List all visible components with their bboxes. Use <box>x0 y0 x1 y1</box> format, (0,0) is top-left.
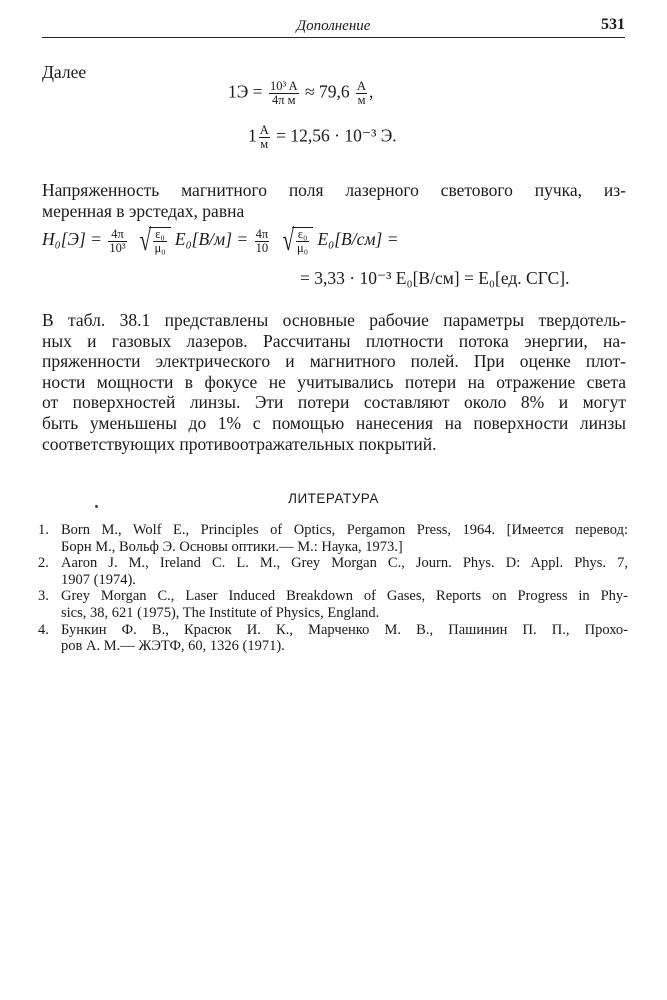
eq2-unit-den: м <box>260 137 269 151</box>
reference-item <box>38 522 628 555</box>
eq3-e1: E₀[В/м] = <box>174 229 249 250</box>
para2-line: В табл. 38.1 представлены основные рабочие параметры твердотель- <box>42 310 626 330</box>
header-rule <box>42 37 625 38</box>
eq3-root2-frac <box>296 228 309 255</box>
eq1-fraction <box>269 80 299 107</box>
eq3-coef2-den: 10 <box>255 240 269 255</box>
sqrt-icon: √ <box>282 224 294 257</box>
reference-number: 3. <box>38 588 49 605</box>
eq1-num: 10³ A <box>269 79 298 93</box>
eq2-rhs: = 12,56 · 10⁻³ Э. <box>276 125 397 146</box>
page-number: 531 <box>601 16 625 33</box>
equation-2 <box>248 124 397 151</box>
eq3-coef2 <box>255 228 270 255</box>
reference-line: Grey Morgan C., Laser Induced Breakdown of Gases, Reports on Progress in Phy- <box>61 588 628 605</box>
eq3-root1 <box>149 227 170 255</box>
eq3-e2: E₀[В/см] = <box>317 229 399 250</box>
eq3-lhs: H₀[Э] = <box>42 229 102 250</box>
eq3-coef1-num: 4π <box>111 226 124 241</box>
sqrt-icon: √ <box>139 224 151 257</box>
eq1-approx: ≈ 79,6 <box>305 81 350 102</box>
eq2-unit-num: A <box>259 123 269 137</box>
header-title: Дополнение <box>296 18 371 34</box>
reference-number: 4. <box>38 621 49 638</box>
reference-item <box>38 555 628 588</box>
paragraph-1 <box>42 180 626 221</box>
eq3-coef1-den: 10³ <box>109 240 126 255</box>
reference-line: ров А. М.— ЖЭТФ, 60, 1326 (1971). <box>61 638 285 655</box>
para2-line: ности мощности в фокусе не учитывались потери на отражение света <box>42 371 626 392</box>
reference-line: Борн М., Вольф Э. Основы оптики.— М.: Наука, 1973.] <box>61 538 403 555</box>
eq3-coef1 <box>108 228 126 255</box>
reference-number: 2. <box>38 555 49 572</box>
equation-3-line-1 <box>42 226 399 256</box>
intro-word: Далее <box>42 62 87 82</box>
para2-line: пряженности электрического и магнитного полей. При оценке плот- <box>42 351 626 372</box>
eq3-root2-den: μ₀ <box>297 241 309 255</box>
eq1-unit <box>356 80 367 107</box>
eq1-den: 4π м <box>269 93 299 107</box>
eq3-root1-frac <box>153 228 166 255</box>
references-heading: ЛИТЕРАТУРА <box>288 491 379 506</box>
reference-item <box>38 622 628 655</box>
reference-line: Aaron J. M., Ireland C. L. M., Grey Morgan C., Journ. Phys. D: Appl. Phys. 7, <box>61 555 628 572</box>
para2-line: быть уменьшены до 1% с помощью нанесения на поверхности линзы <box>42 412 626 433</box>
eq2-unit <box>259 124 270 151</box>
eq3-root1-den: μ₀ <box>154 241 166 255</box>
para1-line: Напряженность магнитного поля лазерного светового пучка, из- <box>42 180 626 200</box>
reference-line: 1907 (1974). <box>61 571 136 588</box>
eq3-coef2-num: 4π <box>255 226 269 241</box>
eq1-tail: , <box>369 81 374 102</box>
eq3-root2 <box>292 227 313 255</box>
eq2-lhs: 1 <box>248 125 257 146</box>
eq1-unit-den: м <box>357 93 366 107</box>
eq1-unit-num: A <box>357 79 367 93</box>
para2-line: ных и газовых лазеров. Рассчитаны плотности потока энергии, на- <box>42 330 626 351</box>
reference-line: Бункин Ф. В., Красюк И. К., Марченко М. В., Пашинин П. П., Прохо- <box>61 621 628 638</box>
reference-line: sics, 38, 621 (1975), The Institute of Physics, England. <box>61 604 380 621</box>
para2-line: соответствующих противоотражательных покрытий. <box>42 433 437 454</box>
para2-line: от поверхностей линзы. Эти потери составляют около 8% и могут <box>42 392 626 413</box>
reference-item <box>38 588 628 621</box>
equation-3-line-2: = 3,33 · 10⁻³ E₀[В/см] = E₀[ед. СГС]. <box>300 268 570 288</box>
references-list <box>38 522 628 655</box>
eq1-lhs: 1Э = <box>228 81 263 102</box>
eq3-root1-num: ε₀ <box>155 227 165 241</box>
reference-number: 1. <box>38 522 49 538</box>
paragraph-2 <box>42 310 626 454</box>
reference-line: Born M., Wolf E., Principles of Optics, Pergamon Press, 1964. [Имеется перевод: <box>61 522 628 538</box>
eq3-root2-num: ε₀ <box>297 227 308 241</box>
running-header <box>42 16 625 38</box>
para1-line: меренная в эрстедах, равна <box>42 200 245 221</box>
equation-1 <box>228 80 373 107</box>
